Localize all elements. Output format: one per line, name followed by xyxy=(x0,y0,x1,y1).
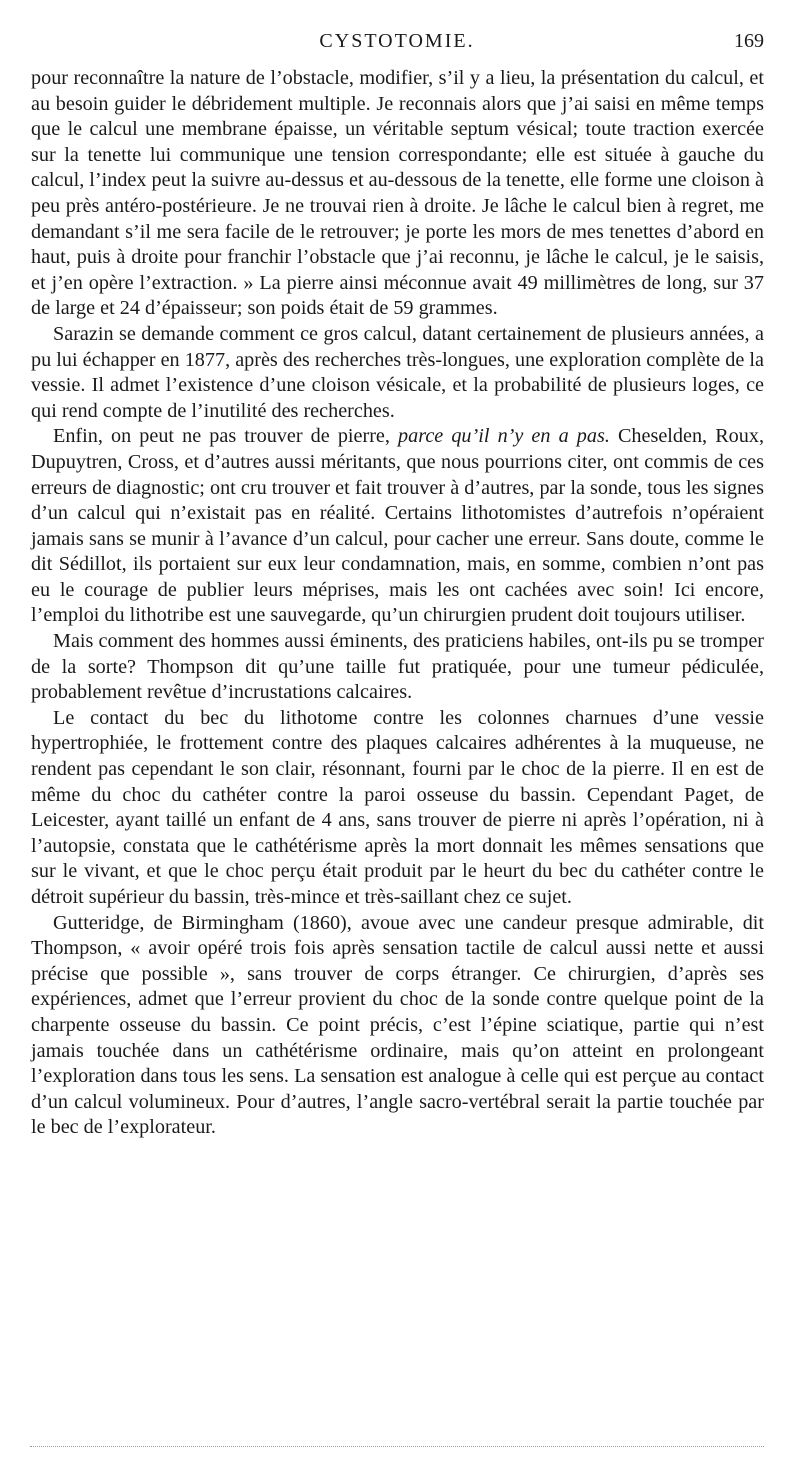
paragraph-2: Sarazin se demande comment ce gros calcul, datant certainement de plusieurs années, a pu lui échapper en 1877, après des recherches très-longues, une exploration complète de la vessie. Il admet l’existence d’une cloison vésicale, et la probabilité de plusieurs loges, ce qui rend compte de l’inutilité des recherches. xyxy=(31,322,764,422)
body-text xyxy=(31,66,764,1141)
paragraph-3-italic: parce qu’il n’y en a pas. xyxy=(398,425,610,448)
page-number: 169 xyxy=(734,30,764,52)
paragraph-1: pour reconnaître la nature de l’obstacle, modifier, s’il y a lieu, la présentation du calcul, et au besoin guider le débridement multiple. Je reconnais alors que j’ai saisi en même temps que le calcul une membrane épaisse, un véritable septum vésical; toute traction exercée sur la tenette lui communique une tension correspondante; elle est située à gauche du calcul, l’index peut la suivre au-dessus et au-dessous de la tenette, elle forme une cloison à peu près antéro-postérieure. Je ne trouvai rien à droite. Je lâche le calcul bien à regret, me demandant s’il me sera facile de le retrouver; je porte les mors de mes tenettes d’abord en haut, puis à droite pour franchir l’obstacle que j’ai reconnu, je lâche le calcul, je le saisis, et j’en opère l’extraction. » La pierre ainsi méconnue avait 49 millimètres de long, sur 37 de large et 24 d’épaisseur; son poids était de 59 grammes. xyxy=(31,67,764,320)
running-header xyxy=(30,30,764,56)
paragraph-3-rest: Cheselden, Roux, Dupuytren, Cross, et d’autres aussi méritants, que nous pourrions citer, ont commis de ces erreurs de diagnostic; ont cru trouver et fait trouver à d’autres, par la sonde, tous les signes d’un calcul qui n’existait pas en réalité. Certains lithotomistes d’autrefois n’opéraient jamais sans se munir à l’avance d’un calcul, pour cacher une erreur. Sans doute, comme le dit Sédillot, ils portaient sur eux leur condamnation, mais, en somme, combien n’ont pas eu le courage de publier leurs méprises, mais les ont cachées avec soin! Ici encore, l’emploi du lithotribe est une sauvegarde, qu’un chirurgien prudent doit toujours utiliser. xyxy=(31,425,764,627)
running-title: CYSTOTOMIE. xyxy=(319,30,475,52)
paragraph-3 xyxy=(31,424,764,629)
paragraph-5: Le contact du bec du lithotome contre les colonnes charnues d’une vessie hypertrophiée, le frottement contre des plaques calcaires adhérentes à la muqueuse, ne rendent pas cependant le son clair, résonnant, fourni par le choc de la pierre. Il en est de même du choc du cathéter contre la paroi osseuse du bassin. Cependant Paget, de Leicester, ayant taillé un enfant de 4 ans, sans trouver de pierre ni après l’opération, ni à l’autopsie, constata que le cathétérisme après la mort donnait les mêmes sensations que sur le vivant, et que le choc perçu était produit par le heurt du bec du cathéter contre le détroit supérieur du bassin, très-mince et très-saillant chez ce sujet. xyxy=(31,706,764,908)
paragraph-4: Mais comment des hommes aussi éminents, des praticiens habiles, ont-ils pu se tromper de la sorte? Thompson dit qu’une taille fut pratiquée, pour une tumeur pédiculée, probablement revêtue d’incrustations calcaires. xyxy=(31,630,764,704)
paragraph-3-lead: Enfin, on peut ne pas trouver de pierre, xyxy=(53,425,399,448)
bottom-dotted-rule xyxy=(30,1446,764,1447)
paragraph-6: Gutteridge, de Birmingham (1860), avoue avec une candeur presque admirable, dit Thompson, « avoir opéré trois fois après sensation tactile de calcul aussi nette et aussi précise que possible », sans trouver de corps étranger. Ce chirurgien, d’après ses expériences, admet que l’erreur provient du choc de la sonde contre quelque point de la charpente osseuse du bassin. Ce point précis, c’est l’épine sciatique, partie qui n’est jamais touchée dans un cathétérisme ordinaire, mais qu’on atteint en prolongeant l’exploration dans tous les sens. La sensation est analogue à celle qui est perçue au contact d’un calcul volumineux. Pour d’autres, l’angle sacro-vertébral serait la partie touchée par le bec de l’explorateur. xyxy=(31,911,764,1139)
